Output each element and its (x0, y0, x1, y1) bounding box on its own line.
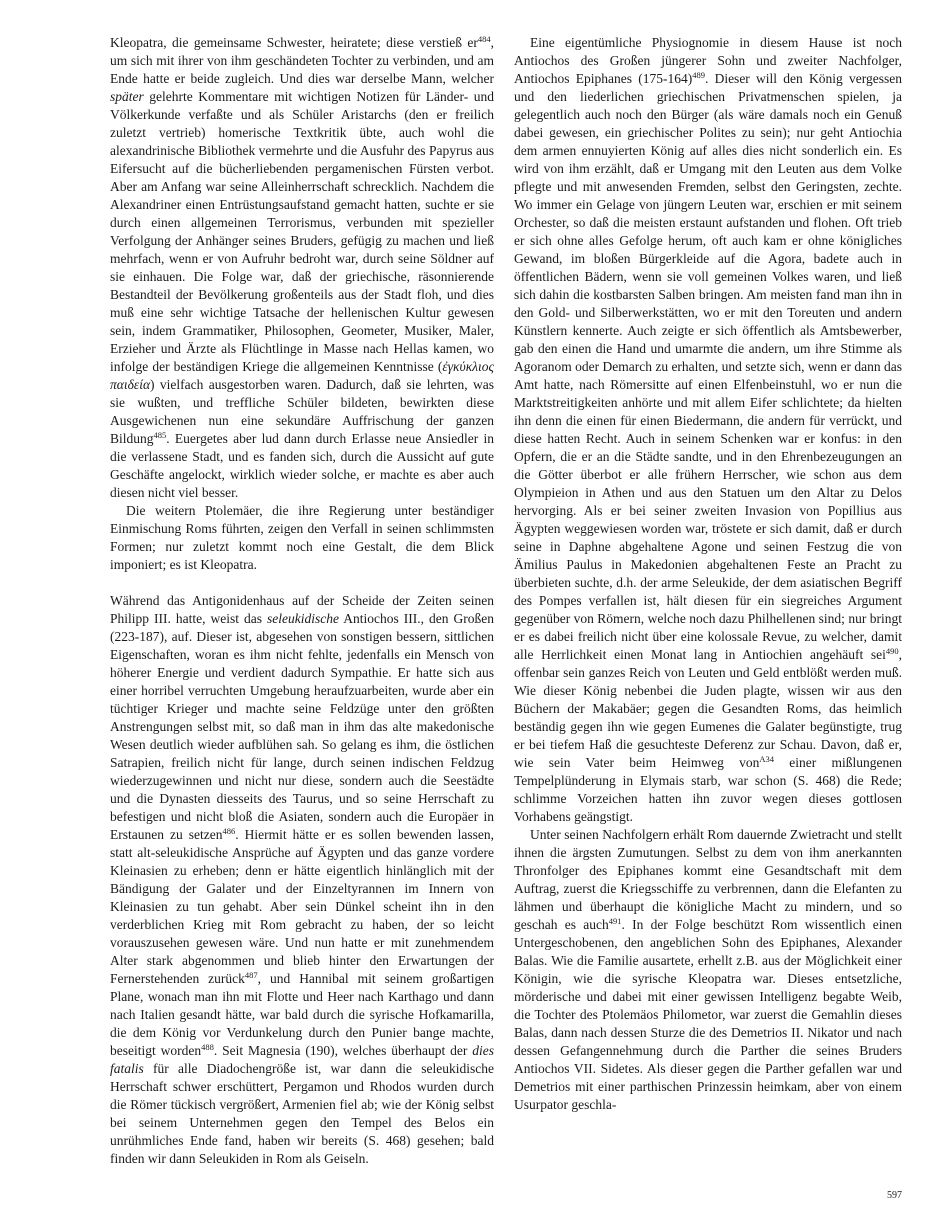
text-run: Eine eigentümliche Physiognomie in diesem Hause ist noch Antiochos des Großen jüngerer Sohn und zweiter Nachfolger, Antiochos Epiphanes (175-164) (514, 35, 902, 86)
text-run: Während das Antigonidenhaus auf der Scheide der Zeiten seinen Philipp III. hatte, weist das (110, 593, 494, 626)
text-run: Antiochos III., den Großen (223-187), auf. Dieser ist, abgesehen von sonstigen bessern, sittlichen Eigenschaften, woran es ihm nicht fehlte, jedenfalls ein Mensch von höherer Energie und verdient dadurch Sympathie. Er hatte sich aus einer horribel verruchten Umgebung heraufzuarbeiten, wurde aber ein tüchtiger Krieger und machte seine Feldzüge unter den größten Anstrengungen selbst mit, so daß man in ihm das alte makedonische Wesen deutlich wieder aufblühen sah. So gelang es ihm, die östlichen Satrapien, freilich nicht für lange, durch seinen indischen Feldzug wiederzugewinnen und nicht nur diese, sondern auch die Seestädte und die Dynasten diesseits des Taurus, und so seine Herrschaft zu befestigen und nicht bloß die Asiaten, sondern auch die Europäer in Erstaunen zu setzen (110, 611, 494, 842)
paragraph (110, 34, 494, 502)
footnote-ref: 489 (692, 70, 705, 80)
text-run: , offenbar sein ganzes Reich von Leuten und Geld entblößt werden muß. Wie dieser König nebenbei die Juden plagte, wissen wir aus den Büchern der Makabäer; gegen die Gesandten Roms, das heimlich beständig gegen ihn wie gegen Eumenes die Galater begünstigte, trug er bei tiefem Haß die gesuchteste Deferenz zur Schau. Davon, daß er, wie sein Vater beim Heimweg von (514, 647, 902, 770)
left-column (110, 34, 494, 1168)
footnote-ref: 491 (608, 916, 622, 926)
text-run: . Hiermit hätte er es sollen bewenden lassen, statt alt-seleukidische Ansprüche auf Ägypten und das ganze vordere Kleinasien zu erheben; denn er hätte eigentlich hinlänglich mit der Bändigung der Galater und der Einzeltyrannen im Innern von Kleinasien zu tun gehabt. Aber sein Dünkel scheint ihn in den verderblichen Krieg mit Rom gebracht zu haben, der so leicht vorauszusehen gewesen wäre. Und nun hatte er mit zunehmendem Alter stark abgenommen und blieb hinter den Erwartungen der Fernerstehenden zurück (110, 827, 494, 986)
right-column (514, 34, 902, 1114)
footnote-ref: 490 (885, 646, 899, 656)
footnote-ref: 488 (201, 1042, 214, 1052)
footnote-ref: 485 (153, 430, 167, 440)
emphasis-greek: ἐγκύκλιος παιδεία (110, 359, 494, 392)
text-run: . In der Folge beschützt Rom wissentlich einen Untergeschobenen, den angeblichen Sohn des Epiphanes, Alexander Balas. Wie die Familie ausartete, erhellt z.B. aus der Möglichkeit einer Königin, wie die syrische Kleopatra war. Dieses entsetzliche, mörderische und dabei mit einer gewissen Intelligenz begabte Weib, die Tochter des Ptolemäos Philometor, war zuerst die Gemahlin dieses Balas, dann nach dessen Sturze die des Demetrios II. Nikator und nach dessen Gefangennehmung durch die Parther die seines Bruders Antiochos VII. Sidetes. Als dieser gegen die Parther gefallen war und Demetrios mit einer parthischen Prinzessin heimkam, aber von einem Usurpator geschla- (514, 917, 902, 1112)
footnote-ref: A34 (759, 754, 775, 764)
text-run: für alle Diadochengröße ist, war dann die seleukidische Herrschaft schwer erschüttert, Pergamon und Rhodos wurden durch die Römer tückisch vergrößert, Armenien fiel ab; wie der König selbst bei seinem Unternehmen gegen den Tempel des Belos ein unrühmliches Ende fand, haben wir bereits (S. 468) gesehen; bald finden wir dann Seleukiden in Rom als Geiseln. (110, 1061, 494, 1166)
footnote-ref: 486 (222, 826, 236, 836)
text-run: ) vielfach ausgestorben waren. Dadurch, daß sie lehrten, was sie wußten, und treffliche Schüler bildeten, bewirkten diese Ausgewichenen nun eine sekundäre Auffrischung der ganzen Bildung (110, 377, 494, 446)
footnote-ref: 484 (477, 34, 491, 44)
emphasis: seleukidische (267, 611, 339, 626)
text-run: . Dieser will den König vergessen und den liederlichen griechischen Privatmenschen spielen, ja gelegentlich auch noch den Bürger (als wäre damals noch ein Genuß dabei gewesen, ein griechischer Polites zu sein); nur geht Antiochia dem armen ennuyierten König auf alles dies nicht sonderlich ein. Es wird von ihm erzählt, daß er Umgang mit den Leuten aus dem Volke pflegte und mit anwesenden Fremden, selbst den Geringsten, zechte. Wo immer ein Gelage von jüngern Leuten war, erschien er mit seinem Orchester, so daß die meisten erstaunt aufstanden und flohen. Oft trieb er sich ohne alles Gefolge herum, oft auch kam er ohne königliches Gewand, im bloßen Bürgerkleide auf die Agora, badete auch in öffentlichen Bädern, wenn sie voll gemeinen Volkes waren, und ließ sich dahin die kostbarsten Salben bringen. Am meisten fand man ihn in den Gold- und Silberwerkstätten, wo er mit den Toreuten und andern Künstlern kennerte. Auch zeigte er sich öffentlich als Amtsbewerber, gab den einen die Hand und umarmte die andern, um ihre Stimme als Agoranom oder Demarch zu erhalten, und setzte sich, wenn er dann das Amt hatte, nach Römersitte auf einen Elfenbeinstuhl, wo er nun die Marktstreitigkeiten anhörte und mit allem Eifer schlichtete; da hielten ihn denn die einen für einen Biedermann, die andern für verrückt, und diese hatten Recht. Auch in seinem Schenken war er konfus: in den Opfern, die er an die Städte sandte, und in den Ehrenbezeugungen an die Götter überbot er alle frühern Herrscher, wie schon aus dem Olympieion in Athen und aus den Statuen um den Altar zu Delos hervorging. Als er bei seiner zweiten Invasion von Popillius aus Ägypten weggewiesen worden war, tröstete er sich damit, daß er durch seine in Daphne abgehaltene Agone und seinen Festzug die von Ämilius Paulus in Makedonien abgehaltenen Feste an Pracht zu überbieten suchte, d.h. der arme Seleukide, der dem asiatischen Begriff des Pompes verfallen ist, hält diesen für ein siegreiches Argument gegenüber von Römern, welche noch dazu Philhellenen sind; nur bringt er es dabei freilich nicht über eine kolossale Revue, zu welcher, damit alle Herrlichkeit einen Monat lang in Antiochien angehäuft sei (514, 71, 902, 662)
paragraph-section-start (110, 592, 494, 1168)
footnote-ref: 487 (244, 970, 258, 980)
text-run: Unter seinen Nachfolgern erhält Rom dauernde Zwietracht und stellt ihnen die ärgsten Zumutungen. Selbst zu dem von ihm anerkannten Thronfolger des Epiphanes kommt eine Gesandtschaft mit dem Auftrag, zuerst die Kriegsschiffe zu verbrennen, dann die Elefanten zu lähmen und überhaupt die königliche Macht zu mindern, und so geschah es auch (514, 827, 902, 932)
paragraph (514, 826, 902, 1114)
text-run: . Euergetes aber lud dann durch Erlasse neue Ansiedler in die verlassene Stadt, und es fanden sich, durch die Aussicht auf gute Geschäfte angelockt, wirklich wieder solche, er machte es aber auch diesen nicht viel besser. (110, 431, 494, 500)
text-run: , um sich mit ihrer von ihm geschändeten Tochter zu verbinden, und am Ende hatte er beide zugleich. Und dies war derselbe Mann, welcher (110, 35, 494, 86)
text-run: einer mißlungenen Tempelplünderung in Elymais starb, war schon (S. 468) die Rede; schlimme Vorzeichen hatten ihn zuvor wegen dieses gottlosen Vorhabens geängstigt. (514, 755, 902, 824)
paragraph (514, 34, 902, 826)
text-run: Kleopatra, die gemeinsame Schwester, heiratete; diese verstieß er (110, 35, 478, 50)
page-number: 597 (887, 1190, 902, 1201)
paragraph: Die weitern Ptolemäer, die ihre Regierung unter beständiger Einmischung Roms führten, zeigen den Verfall in seinen schlimmsten Formen; nur zuletzt kommt noch eine Gestalt, die dem Blick imponiert; es ist Kleopatra. (110, 503, 494, 572)
text-run: . Seit Magnesia (190), welches überhaupt der (213, 1043, 473, 1058)
text-run: , und Hannibal mit seinem großartigen Plane, wonach man ihn mit Flotte und Heer nach Karthago und dann nach Italien gesandt hätte, war bald durch die syrische Hofkamarilla, die dem König vor Verdunkelung durch den Punier bange machte, beseitigt worden (110, 971, 494, 1058)
emphasis: dies fatalis (110, 1043, 494, 1076)
text-run: gelehrte Kommentare mit wichtigen Notizen für Länder- und Völkerkunde verfaßte und als Schüler Aristarchs (den er freilich zuletzt vertrieb) homerische Textkritik übte, auch wohl die alexandrinische Bibliothek vermehrte und die Ausfuhr des Papyrus aus Eifersucht auf die bücherliebenden pergamenischen Fürsten verbot. Aber am Anfang war seine Alleinherrschaft schrecklich. Nachdem die Alexandriner einen Entrüstungsaufstand gemacht hatten, suchte er sie durch einen allgemeinen Terrorismus, verbunden mit spezieller Verfolgung der Anhänger seines Bruders, gefügig zu machen und ließ mehrfach, wenn er von Aufruhr bedroht war, durch seine Söldner auf sie einhauen. Die Folge war, daß der griechische, räsonnierende Bestandteil der Bevölkerung großenteils aus der Stadt floh, und dies muß eine sehr wichtige Tatsache der hellenischen Kultur gewesen sein, indem Grammatiker, Philosophen, Geometer, Musiker, Maler, Erzieher und Ärzte als Flüchtlinge in Masse nach Hellas kamen, wo infolge der beständigen Kriege die allgemeinen Kenntnisse ( (110, 89, 494, 374)
emphasis: später (110, 89, 144, 104)
